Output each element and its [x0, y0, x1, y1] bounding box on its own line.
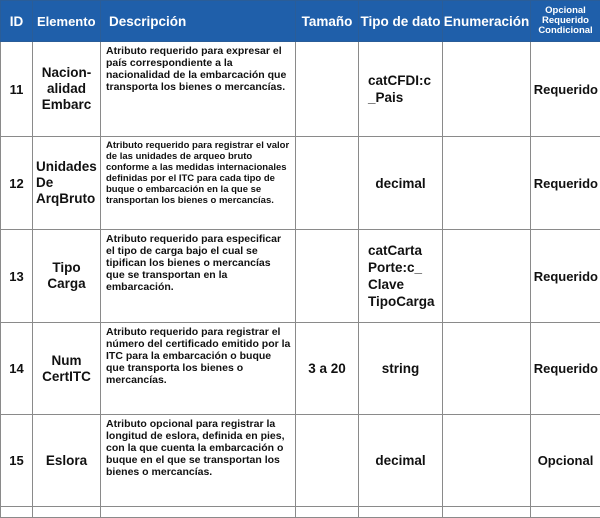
elemento-line: Embarc — [33, 97, 100, 113]
cell-descripcion: Atributo opcional para registrar la longitud de eslora, definida en pies, con la que cuenta la embarcación o buque en el que se transportan los bienes o mercancías. — [101, 415, 296, 507]
elemento-line: Carga — [33, 276, 100, 292]
header-opcional-line1: Opcional — [531, 6, 600, 16]
cell-elemento — [33, 415, 101, 507]
elemento-line: Unidades — [36, 159, 100, 175]
cell-descripcion: Atributo requerido para registrar el valor de las unidades de arqueo bruto conforme a las medidas internacionales definidas por el ITC para cada tipo de buque o embarcación en la que se transportan los bienes o mercancías. — [101, 137, 296, 230]
tipo-line: TipoCarga — [368, 293, 442, 310]
header-row — [1, 1, 600, 42]
cell-opcional: Requerido — [531, 137, 600, 230]
elemento-line: Tipo — [33, 260, 100, 276]
cell-id: 11 — [1, 42, 33, 137]
cell-opcional: Requerido — [531, 42, 600, 137]
cell-id: 13 — [1, 230, 33, 323]
table-row — [1, 415, 600, 507]
tipo-line: Porte:c_ — [368, 259, 442, 276]
cell-elemento — [33, 323, 101, 415]
elemento-line: CertITC — [33, 369, 100, 385]
cell-descripcion: Atributo requerido para especificar el tipo de carga bajo el cual se tipifican los bienes o mercancías que se transportan en la embarcación. — [101, 230, 296, 323]
cell-elemento — [33, 230, 101, 323]
cell-enumeracion — [443, 323, 531, 415]
tipo-line: catCFDI:c — [368, 72, 442, 89]
tipo-line: decimal — [359, 452, 442, 469]
cell-id: 14 — [1, 323, 33, 415]
header-enumeracion: Enumeración — [443, 1, 531, 42]
cell-enumeracion — [443, 230, 531, 323]
tipo-line: decimal — [359, 175, 442, 192]
header-id: ID — [1, 1, 33, 42]
cell-tipo — [359, 323, 443, 415]
header-opcional-line2: Requerido — [531, 16, 600, 26]
cell-tamano — [296, 42, 359, 137]
tipo-line: string — [359, 360, 442, 377]
header-tamano: Tamaño — [296, 1, 359, 42]
elemento-line: Eslora — [33, 453, 100, 469]
cell-enumeracion — [443, 415, 531, 507]
cell-opcional: Opcional — [531, 415, 600, 507]
cell-tamano — [296, 137, 359, 230]
cell-elemento — [33, 42, 101, 137]
table-row — [1, 323, 600, 415]
cell-tipo — [359, 415, 443, 507]
elemento-line: Nacion- — [33, 65, 100, 81]
cell-tamano: 3 a 20 — [296, 323, 359, 415]
cell-tipo — [359, 230, 443, 323]
tipo-line: catCarta — [368, 242, 442, 259]
elemento-line: Num — [33, 353, 100, 369]
cell-descripcion: Atributo requerido para registrar el número del certificado emitido por la ITC para la embarcación o buque que transporta los bienes o mercancías. — [101, 323, 296, 415]
cell-opcional: Requerido — [531, 230, 600, 323]
cell-tipo — [359, 42, 443, 137]
elemento-line: ArqBruto — [36, 191, 100, 207]
cell-descripcion: Atributo requerido para expresar el país correspondiente a la nacionalidad de la embarcación que transporta los bienes o mercancías. — [101, 42, 296, 137]
cell-tamano — [296, 230, 359, 323]
cell-enumeracion — [443, 137, 531, 230]
cell-tamano — [296, 415, 359, 507]
header-tipo: Tipo de dato — [359, 1, 443, 42]
table-row — [1, 42, 600, 137]
tipo-line: Clave — [368, 276, 442, 293]
header-descripcion: Descripción — [101, 1, 296, 42]
header-opcional-line3: Condicional — [531, 26, 600, 36]
cell-id: 12 — [1, 137, 33, 230]
cell-id: 15 — [1, 415, 33, 507]
cell-enumeracion — [443, 42, 531, 137]
cell-elemento — [33, 137, 101, 230]
cell-tipo — [359, 137, 443, 230]
header-elemento: Elemento — [33, 1, 101, 42]
table-row — [1, 230, 600, 323]
cell-opcional: Requerido — [531, 323, 600, 415]
elemento-line: De — [36, 175, 100, 191]
table-row — [1, 137, 600, 230]
elemento-line: alidad — [33, 81, 100, 97]
header-opcional — [531, 1, 600, 42]
table-row-partial — [1, 507, 600, 518]
tipo-line: _Pais — [368, 89, 442, 106]
